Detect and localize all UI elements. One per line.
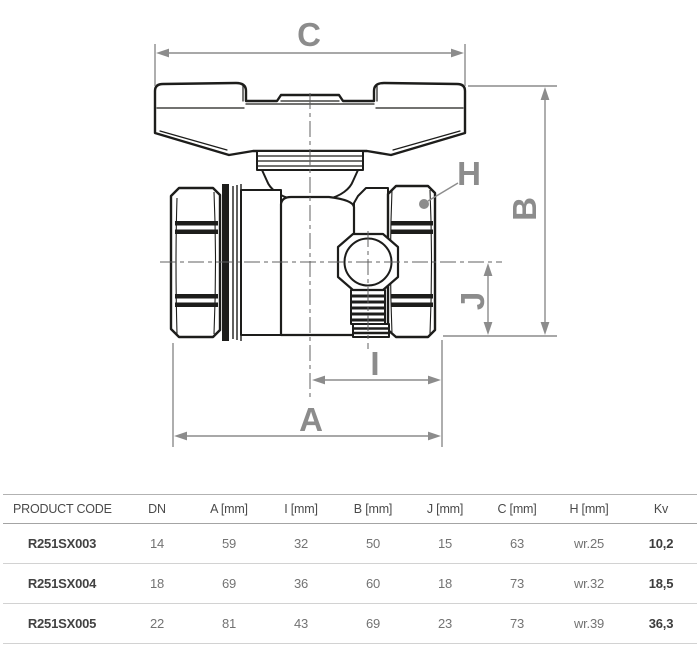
table-cell: 18 bbox=[149, 576, 165, 591]
table-cell: 60 bbox=[365, 576, 381, 591]
table-cell: 15 bbox=[437, 536, 453, 551]
column-header-product-code: PRODUCT CODE bbox=[13, 502, 112, 516]
table-cell: 43 bbox=[293, 616, 309, 631]
table-cell: wr.32 bbox=[573, 576, 605, 591]
table-cell: 22 bbox=[149, 616, 165, 631]
table-cell: 69 bbox=[221, 576, 237, 591]
kv-cell: 18,5 bbox=[648, 576, 674, 591]
dim-label-i: I bbox=[370, 345, 380, 382]
product-code-cell: R251SX004 bbox=[27, 576, 97, 591]
column-header-b: B [mm] bbox=[353, 502, 393, 516]
column-header-kv: Kv bbox=[653, 502, 669, 516]
kv-cell: 36,3 bbox=[648, 616, 674, 631]
column-header-h: H [mm] bbox=[569, 502, 609, 516]
dim-label-a: A bbox=[299, 401, 323, 438]
table-cell: 73 bbox=[509, 616, 525, 631]
product-code-cell: R251SX003 bbox=[27, 536, 97, 551]
table-cell: wr.25 bbox=[573, 536, 605, 551]
table-row bbox=[3, 604, 697, 644]
table-cell: 69 bbox=[365, 616, 381, 631]
table-cell: 50 bbox=[365, 536, 381, 551]
product-code-cell: R251SX005 bbox=[27, 616, 97, 631]
product-spec-table bbox=[3, 494, 697, 644]
column-header-dn: DN bbox=[148, 502, 166, 516]
table-cell: wr.39 bbox=[573, 616, 605, 631]
column-header-c: C [mm] bbox=[497, 502, 537, 516]
table-cell: 63 bbox=[509, 536, 525, 551]
table-cell: 81 bbox=[221, 616, 237, 631]
table-cell: 14 bbox=[149, 536, 165, 551]
table-cell: 32 bbox=[293, 536, 309, 551]
kv-cell: 10,2 bbox=[648, 536, 674, 551]
table-header-row bbox=[3, 495, 697, 524]
h-reference-dot bbox=[419, 199, 429, 209]
table-cell: 36 bbox=[293, 576, 309, 591]
table-row bbox=[3, 524, 697, 564]
column-header-i: I [mm] bbox=[284, 502, 318, 516]
table-cell: 23 bbox=[437, 616, 453, 631]
table-cell: 73 bbox=[509, 576, 525, 591]
column-header-j: J [mm] bbox=[426, 502, 464, 516]
table-cell: 59 bbox=[221, 536, 237, 551]
dim-label-j: J bbox=[454, 291, 491, 311]
column-header-a: A [mm] bbox=[210, 502, 248, 516]
table-cell: 18 bbox=[437, 576, 453, 591]
dim-label-c: C bbox=[297, 16, 321, 53]
dim-label-h: H bbox=[457, 155, 481, 192]
table-row bbox=[3, 564, 697, 604]
dim-label-b: B bbox=[506, 197, 543, 221]
